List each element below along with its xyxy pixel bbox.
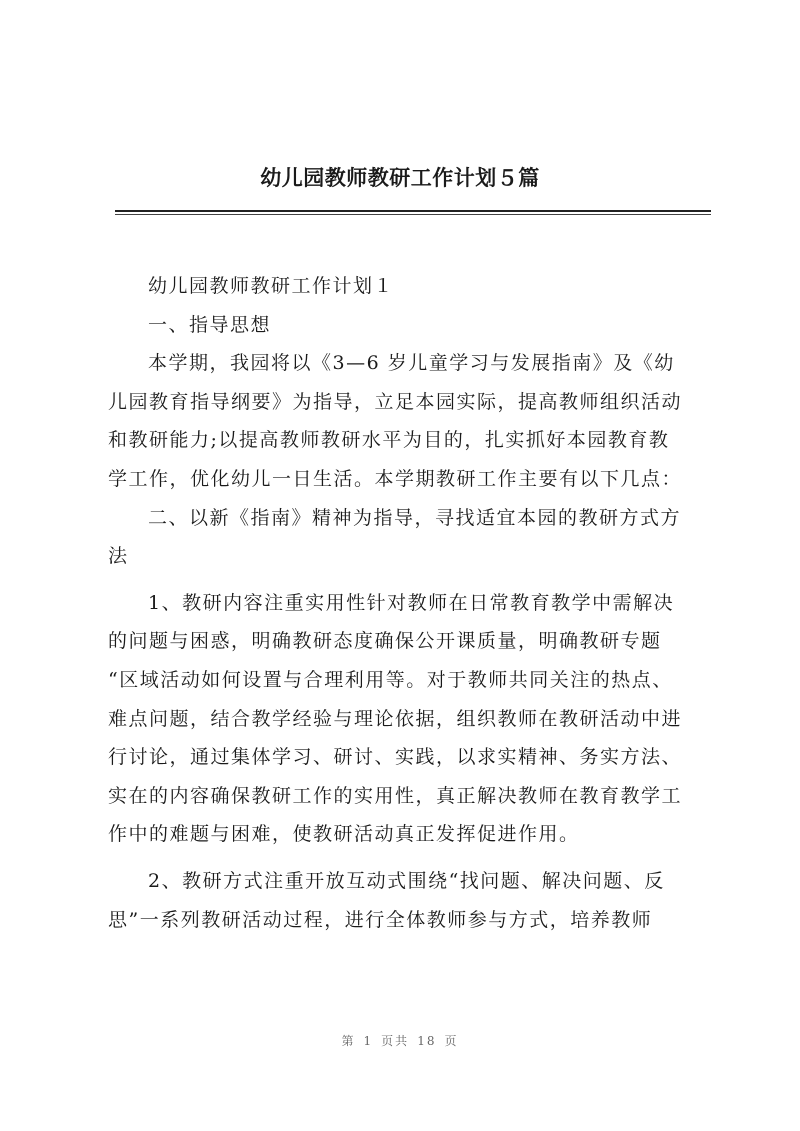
subheading: 法 bbox=[108, 545, 129, 568]
title-divider-thin bbox=[115, 214, 711, 215]
page-number: 1 bbox=[363, 1034, 374, 1048]
paragraph-line: 实在的内容确保教研工作的实用性，真正解决教师在教育教学工 bbox=[108, 784, 683, 807]
paragraph-line: 行讨论，通过集体学习、研讨、实践，以求实精神、务实方法、 bbox=[108, 746, 683, 769]
paragraph-line: “区域活动如何设置与合理利用等。对于教师共同关注的热点、 bbox=[108, 668, 673, 691]
page-label-prefix: 第 bbox=[341, 1034, 356, 1048]
title-divider bbox=[115, 210, 711, 212]
paragraph-line: 思”一系列教研活动过程，进行全体教师参与方式，培养教师 bbox=[108, 908, 653, 931]
subheading: 一、指导思想 bbox=[148, 313, 272, 336]
paragraph-line: 本学期，我园将以《3—6 岁儿童学习与发展指南》及《幼 bbox=[148, 352, 675, 375]
paragraph-line: 的问题与困惑，明确教研态度确保公开课质量，明确教研专题 bbox=[108, 630, 662, 653]
paragraph-line: 作中的难题与困难，使教研活动真正发挥促进作用。 bbox=[108, 823, 580, 846]
paragraph-line: 难点问题，结合教学经验与理论依据，组织教师在教研活动中进 bbox=[108, 707, 683, 730]
document-title: 幼儿园教师教研工作计划５篇 bbox=[260, 165, 540, 190]
subheading: 二、以新《指南》精神为指导，寻找适宜本园的教研方式方 bbox=[148, 506, 682, 529]
paragraph-line: 儿园教育指导纲要》为指导，立足本园实际，提高教师组织活动 bbox=[108, 390, 683, 413]
page-label-mid: 页共 bbox=[381, 1034, 410, 1048]
document-body bbox=[108, 267, 714, 939]
paragraph-line: 2、教研方式注重开放互动式围绕“找问题、解决问题、反 bbox=[148, 869, 665, 892]
paragraph-line: 学工作，优化幼儿一日生活。本学期教研工作主要有以下几点： bbox=[108, 467, 683, 490]
page-footer bbox=[0, 1032, 800, 1049]
total-pages: 18 bbox=[417, 1034, 437, 1048]
paragraph-line: 和教研能力;以提高教师教研水平为目的，扎实抓好本园教育教 bbox=[108, 429, 670, 452]
section-heading: 幼儿园教师教研工作计划１ bbox=[148, 275, 395, 297]
page-label-suffix: 页 bbox=[444, 1034, 459, 1048]
paragraph-line: 1、教研内容注重实用性针对教师在日常教育教学中需解决 bbox=[148, 591, 675, 614]
